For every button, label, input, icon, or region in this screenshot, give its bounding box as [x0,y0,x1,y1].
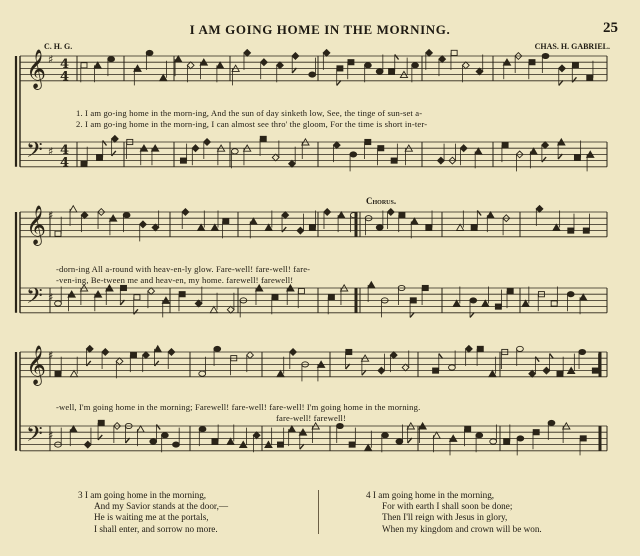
note-head [529,60,535,65]
note-head [399,213,405,218]
note-head [253,432,260,439]
note-head [70,371,77,377]
note-head [148,288,155,295]
note-head [548,420,555,425]
note-head [346,349,352,354]
note-head [333,142,340,149]
note-head [583,228,589,233]
lyric-line-1-2: 2. I am go-ing home in the morn-ing, I can almost see thro' the gloom, For the time is short in-ter- [76,119,428,129]
bass-clef-icon: 𝄢 [26,284,43,314]
note-head [411,218,418,224]
note-head [543,367,550,374]
treble-clef-icon: 𝄞 [26,49,47,89]
note-head [187,62,194,69]
note-head [214,346,221,351]
note-head [495,304,501,309]
note-head [572,63,578,68]
note-head [502,143,508,148]
note-head [465,427,471,432]
note-head [391,158,397,163]
note-head [97,155,103,160]
note-head [402,364,409,371]
note-head [587,75,593,80]
note-head [182,209,189,216]
note-head [102,349,109,356]
note-flag [156,425,160,430]
note-head [350,152,357,157]
note-head [94,62,101,68]
note-flag [98,435,102,440]
note-head [154,346,161,352]
composer-credit: CHAS. H. GABRIEL. [534,42,610,51]
time-signature-icon: 4 [60,143,70,158]
note-head [462,62,469,69]
note-head [211,224,218,230]
sharp-icon: ♯ [48,349,54,362]
note-head [150,439,157,444]
note-flag [155,361,159,366]
note-head [210,307,217,313]
note-head [272,154,279,161]
note-head [533,430,539,435]
note-head [309,72,316,77]
note-flag [112,151,116,156]
note-head [160,75,167,81]
note-head [504,439,510,444]
note-head [277,371,284,377]
note-head [161,433,168,438]
time-signature-icon: 4 [60,155,70,171]
note-head [111,136,118,143]
note-head [542,142,549,149]
note-head [489,371,496,377]
note-head [412,63,419,68]
note-head [487,212,494,218]
note-head [453,300,460,306]
note-head [121,285,127,290]
note-head [204,139,211,146]
note-head [553,224,560,230]
verse-4-line: Then I'll reign with Jesus in glory, [382,512,508,523]
note-head [216,62,223,68]
note-head [348,60,354,65]
note-head [426,50,433,57]
note-head [387,209,394,216]
verse-3-line: And my Savior stands at the door,— [94,501,229,512]
note-head [477,346,483,351]
note-head [140,221,147,228]
lyric-line-1-1: 1. I am go-ing home in the morn-ing, And the sun of day sinketh low, See, the tinge of sun-set a- [76,108,423,118]
note-flag [87,361,91,366]
note-head [460,145,467,152]
note-head [223,219,229,224]
note-head [134,295,140,300]
note-head [199,427,206,432]
note-head [376,225,383,230]
time-signature-icon: 4 [60,69,70,85]
note-head [123,213,130,218]
note-head [536,206,543,213]
lyric-line-3-2: fare-well! farewell! [276,413,347,423]
note-head [143,352,150,359]
verse-3-line: 3 I am going home in the morning, [78,490,207,500]
note-head [146,50,153,55]
note-head [378,367,385,374]
sharp-icon: ♯ [48,429,54,442]
note-head [433,432,440,438]
note-head [152,224,159,231]
note-head [592,368,598,373]
note-head [298,289,304,294]
note-head [265,224,272,230]
note-head [81,212,88,219]
lyric-line-3-1: -well, I'm going home in the morning; Farewell! fare-well! fare-well! I'm going home in the morning. [56,402,421,412]
note-head [475,148,482,154]
note-head [297,227,304,234]
note-head [197,224,204,230]
time-signature-icon: 4 [60,57,70,72]
note-head [365,139,371,144]
verse-4-line: For with earth I shall soon be done; [382,501,513,512]
note-head [389,69,395,74]
note-head [277,442,283,447]
note-head [192,145,199,152]
note-head [382,433,389,438]
note-head [70,206,77,212]
sharp-icon: ♯ [48,291,54,304]
note-head [309,225,315,230]
note-head [288,426,295,432]
note-head [289,160,296,167]
note-head [282,212,289,219]
note-head [396,439,403,444]
note-head [55,371,61,376]
note-head [522,300,529,306]
note-head [437,157,444,164]
note-head [328,295,334,300]
note-head [81,63,87,68]
note-head [173,442,180,447]
note-head [250,218,257,224]
treble-clef-icon: 𝄞 [26,345,47,385]
treble-clef-icon: 𝄞 [26,205,47,245]
note-head [86,346,93,353]
lyric-line-2-2: -ven-ing, Be-tween me and heav-en, my home. farewell! farewell! [56,275,294,285]
sharp-icon: ♯ [48,53,54,66]
note-head [410,298,416,303]
note-head [168,349,175,356]
lyricist-credit: C. H. G. [44,42,73,51]
note-head [260,136,266,141]
note-head [426,225,432,230]
page-title: I AM GOING HOME IN THE MORNING. [189,22,451,37]
verse-3-line: I shall enter, and sorrow no more. [94,523,218,534]
note-head [490,439,497,444]
page-number: 25 [603,20,618,36]
note-head [580,294,587,300]
note-head [457,224,464,230]
note-head [507,289,513,294]
note-head [84,441,91,448]
note-head [180,158,186,163]
note-head [227,306,234,313]
note-head [476,68,483,75]
verse-3-line: He is waiting me at the portals, [94,512,209,523]
note-head [368,282,375,288]
note-head [476,433,483,438]
note-head [349,442,355,447]
note-head [529,370,536,377]
note-head [323,50,330,57]
note-head [116,358,123,365]
note-head [175,56,182,62]
note-head [567,292,574,297]
verse-4-line: 4 I am going home in the morning, [366,490,495,500]
note-flag [282,227,286,232]
note-head [337,423,344,428]
note-head [231,149,238,154]
sharp-icon: ♯ [48,145,54,158]
note-flag [572,77,576,82]
note-head [542,53,549,58]
chorus-label: Chorus. [366,196,397,206]
note-head [337,66,343,71]
note-head [199,371,206,376]
note-flag [134,309,138,314]
note-head [212,439,218,444]
note-head [55,231,61,236]
note-head [365,445,372,451]
bass-clef-icon: 𝄢 [26,422,43,452]
note-head [364,63,371,68]
note-head [378,146,384,151]
note-head [290,349,297,356]
verse-divider [318,490,319,534]
note-head [551,301,557,306]
note-head [247,352,254,359]
note-head [439,56,446,63]
note-head [568,228,574,233]
note-head [449,365,456,370]
note-head [433,368,439,373]
note-head [272,295,278,300]
note-head [324,209,331,216]
note-head [108,57,115,62]
note-head [70,426,77,432]
note-head [179,292,185,297]
note-head [579,349,586,354]
note-head [261,59,268,66]
note-flag [542,157,546,162]
note-head [422,285,428,290]
note-head [559,65,566,72]
note-head [227,438,234,444]
note-head [137,426,144,432]
verse-3 [78,490,228,535]
note-head [517,436,524,441]
lyric-line-2-1: -dorn-ing All a-round with heav-en-ly glow. Fare-well! fare-well! fare- [56,264,311,274]
note-head [195,300,202,307]
note-head [482,300,489,306]
note-head [131,353,137,358]
note-flag [103,141,107,146]
note-head [81,161,87,166]
note-head [470,298,477,303]
sharp-icon: ♯ [48,209,54,222]
note-head [471,225,477,230]
note-head [517,346,524,351]
note-head [338,212,345,218]
note-head [465,346,472,353]
note-flag [395,55,399,60]
bass-clef-icon: 𝄢 [26,138,43,168]
note-head [451,50,457,55]
note-head [55,301,62,306]
note-head [390,352,397,359]
note-head [244,50,251,57]
note-head [376,69,383,74]
note-flag [535,357,539,362]
note-head [277,62,284,69]
verse-4 [366,490,542,535]
note-head [574,155,580,160]
note-head [98,420,104,425]
note-head [557,371,563,376]
note-head [292,53,299,60]
note-flag [477,211,481,216]
note-head [530,148,537,154]
verse-4-line: When my kingdom and crown will be won. [382,523,542,534]
note-head [580,436,586,441]
